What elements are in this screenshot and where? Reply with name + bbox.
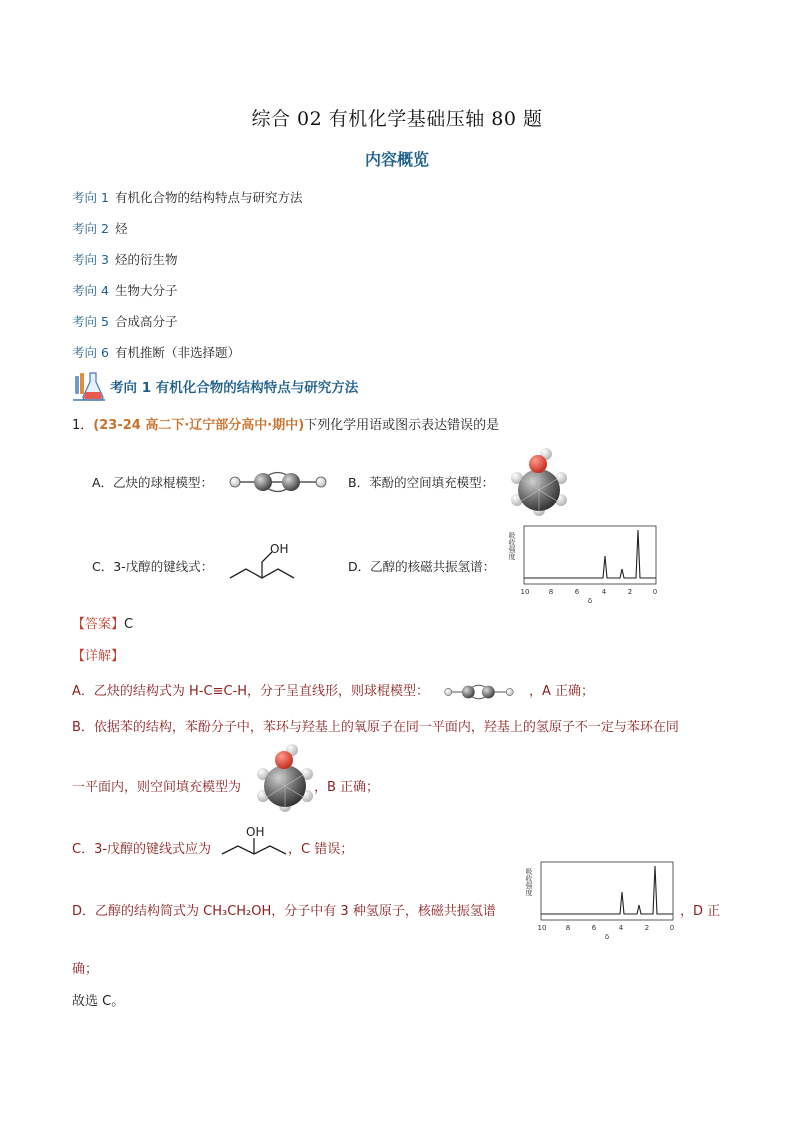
acetylene-ball-stick-model	[228, 468, 328, 496]
nmr-tick: 6	[574, 588, 580, 596]
toc-item-5[interactable]: 考向 5 合成高分子	[72, 314, 178, 329]
toc-item-3[interactable]: 考向 3 烃的衍生物	[72, 252, 178, 267]
question-stem: 1．(23-24 高二下·辽宁部分高中·期中)下列化学用语或图示表达错误的是	[72, 418, 500, 433]
explanation-c-result: ，C 错误；	[288, 842, 354, 857]
nmr-tick: 4	[601, 588, 607, 596]
content-overview-heading: 内容概览	[364, 150, 429, 169]
nmr-tick: 10	[520, 588, 530, 596]
nmr-tick: 2	[644, 924, 650, 932]
nmr-tick: 10	[537, 924, 547, 932]
toc-item-4[interactable]: 考向 4 生物大分子	[72, 283, 178, 298]
explanation-a: A．乙炔的结构式为 H-C≡C-H，分子呈直线形，则球棍模型： ，A 正确；	[72, 680, 594, 702]
option-a-label: A．乙炔的球棍模型：	[92, 475, 214, 490]
option-b-label: B．苯酚的空间填充模型：	[348, 475, 495, 490]
nmr-xlabel: δ	[604, 933, 610, 941]
nmr-tick: 0	[652, 588, 658, 596]
explanation-d-cont: 确；	[72, 962, 99, 977]
nmr-tick: 0	[669, 924, 675, 932]
conclusion: 故选 C。	[72, 994, 125, 1009]
nmr-tick: 2	[627, 588, 633, 596]
toc-item-2[interactable]: 考向 2 烃	[72, 221, 128, 236]
nmr-trace	[524, 530, 656, 578]
explanation-d-pre: D．乙醇的结构简式为 CH₃CH₂OH，分子中有 3 种氢原子，核磁共振氢谱	[72, 904, 496, 919]
option-c-label: C．3-戊醇的键线式：	[92, 559, 214, 574]
ethanol-nmr-spectrum-inline	[525, 860, 677, 942]
pentanol-skeletal-formula-option	[228, 538, 308, 586]
toc-item-1[interactable]: 考向 1 有机化合物的结构特点与研究方法	[72, 190, 303, 205]
explanation-b-line1: B．依据苯的结构，苯酚分子中，苯环与羟基上的氧原子在同一平面内，羟基上的氢原子不一定与苯环在同	[72, 720, 679, 735]
phenol-space-filling-model	[509, 448, 569, 516]
option-d-label: D．乙醇的核磁共振氢谱：	[348, 559, 496, 574]
nmr-ylabel: 吸收强度	[525, 868, 533, 896]
page-title: 综合 02 有机化学基础压轴 80 题	[251, 108, 543, 130]
explanation-c-pre: C．3-戊醇的键线式应为	[72, 842, 212, 857]
toc-item-6[interactable]: 考向 6 有机推断（非选择题）	[72, 345, 240, 360]
flask-icon	[72, 370, 106, 402]
nmr-tick: 8	[565, 924, 571, 932]
explanation-b-line2: 一平面内，则空间填充模型为	[72, 780, 242, 795]
section-heading: 考向 1 有机化合物的结构特点与研究方法	[72, 370, 722, 402]
acetylene-ball-stick-inline	[429, 682, 529, 702]
pentanol-skeletal-formula-correct	[220, 824, 290, 864]
nmr-tick: 4	[618, 924, 624, 932]
phenol-space-filling-inline	[255, 744, 315, 812]
ethanol-nmr-spectrum-option	[508, 524, 660, 606]
explanation-d-post: ，D 正	[680, 904, 721, 919]
nmr-xlabel: δ	[587, 597, 593, 605]
oh-label: OH	[246, 825, 265, 839]
detail-label: 【详解】	[72, 649, 125, 664]
nmr-tick: 8	[548, 588, 554, 596]
question-source: (23-24 高二下·辽宁部分高中·期中)	[93, 418, 305, 433]
nmr-tick: 6	[591, 924, 597, 932]
nmr-ylabel: 吸收强度	[508, 532, 516, 560]
answer-line: 【答案】C	[72, 617, 134, 632]
oh-label: OH	[270, 542, 289, 556]
explanation-b-result: ，B 正确；	[314, 780, 380, 795]
